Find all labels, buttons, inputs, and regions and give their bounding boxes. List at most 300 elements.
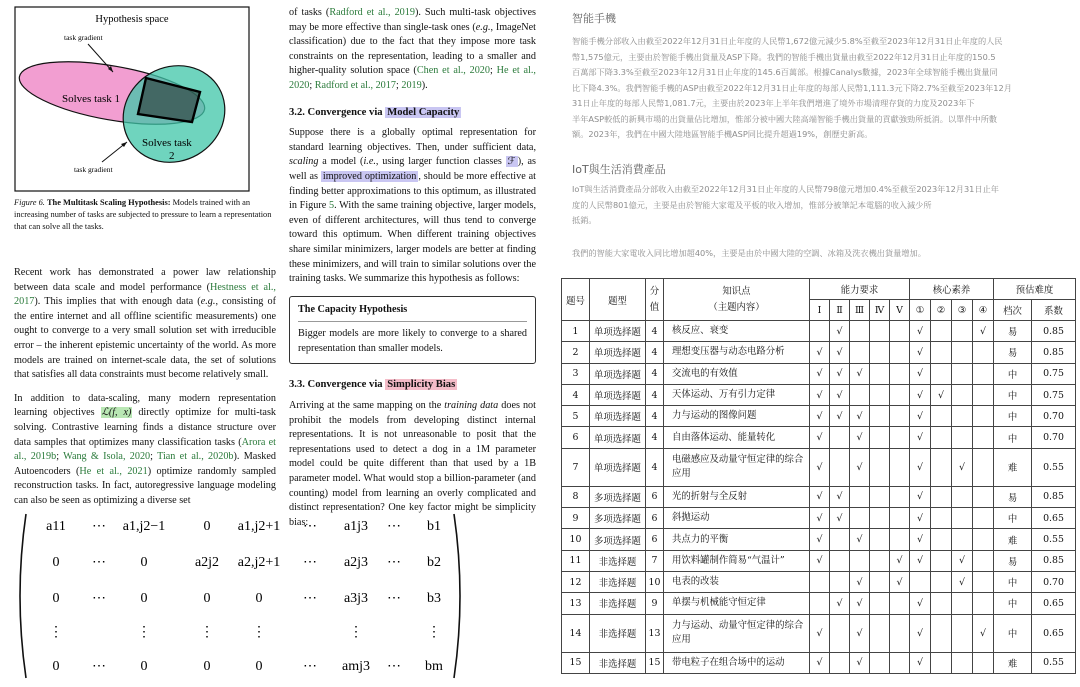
cell-ability-mark: √ bbox=[810, 406, 830, 427]
hypothesis-space-figure bbox=[14, 6, 250, 192]
cell-literacy-mark bbox=[973, 529, 994, 550]
cell-ability-mark bbox=[890, 614, 910, 652]
cell-type: 多项选择题 bbox=[590, 529, 646, 550]
cell-ability-mark bbox=[890, 529, 910, 550]
cell-literacy-mark: √ bbox=[952, 550, 973, 571]
cell-literacy-mark: √ bbox=[952, 571, 973, 592]
cell-no: 3 bbox=[562, 363, 590, 384]
matrix-entry: 0 bbox=[52, 555, 60, 570]
cell-ability-mark bbox=[890, 486, 910, 507]
left-column bbox=[14, 266, 276, 518]
table-row bbox=[562, 427, 1076, 448]
cell-literacy-mark: √ bbox=[910, 529, 931, 550]
matrix-entry: a1,j2+1 bbox=[237, 519, 281, 534]
cell-ability-mark: √ bbox=[850, 529, 870, 550]
table-row bbox=[562, 384, 1076, 405]
cell-ability-mark: √ bbox=[850, 427, 870, 448]
cell-literacy-mark bbox=[952, 342, 973, 363]
matrix-entry: ⋯ bbox=[92, 659, 106, 674]
cell-literacy-mark: √ bbox=[910, 614, 931, 652]
cell-level: 中 bbox=[994, 593, 1032, 614]
matrix-entry: ⋮ bbox=[49, 625, 63, 640]
cell-score: 4 bbox=[646, 448, 664, 486]
cell-level: 中 bbox=[994, 571, 1032, 592]
cell-topic: 电表的改装 bbox=[664, 571, 810, 592]
table-row bbox=[562, 448, 1076, 486]
citation-link[interactable]: Radford et al., 2019 bbox=[329, 7, 415, 18]
cell-literacy-mark bbox=[973, 593, 994, 614]
matrix-entry: a2j2 bbox=[194, 555, 220, 570]
table-row bbox=[562, 486, 1076, 507]
cell-score: 4 bbox=[646, 363, 664, 384]
cell-type: 单项选择题 bbox=[590, 448, 646, 486]
cell-level: 易 bbox=[994, 342, 1032, 363]
table-row bbox=[562, 529, 1076, 550]
paragraph-tasks: of tasks (Radford et al., 2019). Such multi-task objectives may be more effective than single-task ones (e.g., ImageNet classification) due to the fact that they impose more task constraints on the representation, leading to a smaller and higher-quality solution space (Chen et al., 2020; He et al., 2020; Radford et al., 2017; 2019). bbox=[289, 7, 536, 91]
cell-no: 15 bbox=[562, 652, 590, 673]
cell-literacy-mark bbox=[952, 406, 973, 427]
matrix-entry: 0 bbox=[140, 591, 148, 606]
matrix-entry: ⋯ bbox=[303, 519, 317, 534]
cell-no: 1 bbox=[562, 321, 590, 342]
task-gradient-label-bottom: task gradient bbox=[74, 165, 113, 174]
cell-score: 6 bbox=[646, 529, 664, 550]
cell-ability-mark bbox=[870, 384, 890, 405]
matrix-entry: ⋯ bbox=[387, 591, 401, 606]
matrix-entry: ⋯ bbox=[92, 519, 106, 534]
cell-type: 单项选择题 bbox=[590, 363, 646, 384]
cell-type: 多项选择题 bbox=[590, 486, 646, 507]
cell-literacy-mark: √ bbox=[973, 614, 994, 652]
matrix-entry: 0 bbox=[140, 659, 148, 674]
cell-ability-mark bbox=[810, 593, 830, 614]
cell-ability-mark bbox=[850, 486, 870, 507]
matrix-entry: b2 bbox=[427, 555, 441, 570]
matrix-entry: a2,j2+1 bbox=[237, 555, 281, 570]
cell-literacy-mark bbox=[952, 486, 973, 507]
paragraph-multitask: In addition to data-scaling, many modern representation learning objectives ℒ(f, x) directly optimize for multi-task solving. Contrastive learning finds a distance structure over data samples that optimizes many classification tasks (Arora et al., 2019b; Wang & Isola, 2020; Tian et al., 2020b). Masked Autoencoders (He et al., 2021) optimize randomly sampled reconstruction tasks. In fact, autoregressive language modeling can also be seen as optimizing a diverse set bbox=[14, 392, 277, 506]
matrix-entry: b1 bbox=[427, 519, 441, 534]
cell-ability-mark bbox=[870, 550, 890, 571]
cell-topic: 自由落体运动、能量转化 bbox=[664, 427, 810, 448]
loss-formula: ℒ(f, x) bbox=[101, 407, 132, 419]
cell-type: 单项选择题 bbox=[590, 406, 646, 427]
matrix-entry: 0 bbox=[140, 555, 148, 570]
cell-score: 15 bbox=[646, 652, 664, 673]
cell-ability-mark: √ bbox=[810, 486, 830, 507]
figure-label: Figure 6. bbox=[14, 198, 45, 207]
improved-optimization-highlight: improved optimization bbox=[322, 170, 417, 182]
right-column bbox=[289, 6, 536, 539]
cell-ability-mark: √ bbox=[830, 342, 850, 363]
cell-literacy-mark: √ bbox=[910, 321, 931, 342]
col-header-literacy: 核心素养 bbox=[910, 279, 994, 300]
cell-ability-mark bbox=[810, 571, 830, 592]
cell-literacy-mark bbox=[910, 571, 931, 592]
matrix-entry: a11 bbox=[46, 519, 66, 534]
cell-topic: 带电粒子在组合场中的运动 bbox=[664, 652, 810, 673]
cell-literacy-mark: √ bbox=[910, 550, 931, 571]
cell-literacy-mark bbox=[973, 384, 994, 405]
cell-ability-mark bbox=[870, 593, 890, 614]
cell-literacy-mark: √ bbox=[910, 652, 931, 673]
cell-ability-mark bbox=[850, 384, 870, 405]
cell-ability-mark bbox=[870, 406, 890, 427]
cell-literacy-mark: √ bbox=[910, 384, 931, 405]
cell-coef: 0.75 bbox=[1032, 384, 1076, 405]
matrix-entry: a1j3 bbox=[343, 519, 369, 534]
cell-type: 非选择题 bbox=[590, 652, 646, 673]
table-row bbox=[562, 363, 1076, 384]
cell-ability-mark: √ bbox=[810, 508, 830, 529]
cell-coef: 0.85 bbox=[1032, 486, 1076, 507]
col-header-type: 题型 bbox=[590, 279, 646, 321]
matrix-entry: ⋯ bbox=[92, 591, 106, 606]
solves-task-2-label: Solves task bbox=[142, 137, 192, 149]
col-header-ability: 能力要求 bbox=[810, 279, 910, 300]
table-row bbox=[562, 571, 1076, 592]
iot-paragraph: IoT與生活消費產品分部收入由截至2022年12月31日止年度的人民幣798億元增加0.4%至截至2023年12月31日止年 度的人民幣801億元，主要是由於智能大家電及平板的收入增加，惟部分被筆記本電腦的收入減少所 抵銷。 bbox=[572, 184, 999, 225]
cell-score: 4 bbox=[646, 406, 664, 427]
cell-topic: 理想变压器与动态电路分析 bbox=[664, 342, 810, 363]
citation-link[interactable]: Tian et al., 2020b bbox=[157, 451, 234, 463]
cell-topic: 用饮料罐制作简易“气温计” bbox=[664, 550, 810, 571]
matrix-entry: a2j3 bbox=[343, 555, 369, 570]
cell-level: 中 bbox=[994, 406, 1032, 427]
cell-score: 4 bbox=[646, 427, 664, 448]
cell-literacy-mark bbox=[952, 593, 973, 614]
solves-task-2-number: 2 bbox=[169, 150, 175, 162]
figure-caption-title: The Multitask Scaling Hypothesis: bbox=[46, 198, 171, 207]
smartphone-paragraph: 智能手機分部收入由截至2022年12月31日止年度的人民幣1,672億元減少5.8%至截至2023年12月31日止年度的人民 幣1,575億元，主要由於智能手機出貨量及ASP下降。我們的智能手機出貨量由截至2022年12月31日止年度的150.5 百萬部下降3.3%至截至2023年12月31日止年度的145.6百萬部。根據Canalys數據，2023年全球智能手機出貨量同 比下降4.3%。我們智能手機的ASP由截至2022年12月31日止年度的每部人民幣1,111.3元下降2.7%至截至2023年12月 31日止年度的每部人民幣1,081.7元，主要由於2023年上半年我們增進了境外市場清理存貨的力度及2023年下 半年ASP較低的新興市場的出貨量佔比增加，惟部分被中國大陸高端智能手機出貨量的貢獻強勁所抵消。以單件中所數 額。2023年，我們在中國大陸地區智能手機ASP同比提升超過19%，創歷史新高。 bbox=[572, 36, 1012, 139]
cell-level: 易 bbox=[994, 486, 1032, 507]
citation-link[interactable]: He et al., 2020 bbox=[289, 65, 536, 91]
cell-ability-mark: √ bbox=[830, 593, 850, 614]
cell-literacy-mark bbox=[931, 342, 952, 363]
cell-ability-mark bbox=[870, 614, 890, 652]
paragraph-scaling: Recent work has demonstrated a power law relationship between data scale and model performance (Hestness et al., 2017). This implies that with enough data (e.g., consisting of the entire internet and all offline scientific measurements) one ought to converge to a very small solution set with irreducible error – the inherent epistemic uncertainty of the world. As more models are trained on internet-scale data, the set of solutions that satisfies all data constraints must become relatively small. bbox=[14, 267, 276, 381]
cell-topic: 单摆与机械能守恒定律 bbox=[664, 593, 810, 614]
figure-caption-text: Models trained with an increasing number of tasks are subjected to pressure to learn a representation that can solve all the tasks. bbox=[14, 198, 272, 231]
cell-literacy-mark bbox=[931, 529, 952, 550]
cell-literacy-mark: √ bbox=[910, 363, 931, 384]
cell-ability-mark: √ bbox=[830, 363, 850, 384]
citation-link[interactable]: Chen et al., 2020 bbox=[416, 65, 490, 77]
cell-literacy-mark bbox=[973, 550, 994, 571]
matrix-entry: ⋯ bbox=[303, 591, 317, 606]
cell-literacy-mark bbox=[931, 363, 952, 384]
cell-ability-mark: √ bbox=[850, 571, 870, 592]
cell-score: 4 bbox=[646, 321, 664, 342]
table-row bbox=[562, 406, 1076, 427]
cell-no: 12 bbox=[562, 571, 590, 592]
cell-type: 非选择题 bbox=[590, 571, 646, 592]
cell-ability-mark bbox=[870, 342, 890, 363]
left-paren bbox=[20, 514, 26, 678]
cell-type: 单项选择题 bbox=[590, 427, 646, 448]
cell-type: 单项选择题 bbox=[590, 342, 646, 363]
cell-ability-mark bbox=[850, 342, 870, 363]
cell-level: 易 bbox=[994, 550, 1032, 571]
cell-ability-mark bbox=[830, 448, 850, 486]
cell-literacy-mark: √ bbox=[910, 508, 931, 529]
cell-ability-mark: √ bbox=[830, 486, 850, 507]
cell-level: 难 bbox=[994, 529, 1032, 550]
cell-ability-mark: √ bbox=[810, 550, 830, 571]
matrix-entry: ⋮ bbox=[252, 625, 266, 640]
smartphone-heading: 智能手機 bbox=[572, 12, 616, 25]
cell-ability-mark: √ bbox=[830, 384, 850, 405]
cell-literacy-mark: √ bbox=[910, 448, 931, 486]
cell-ability-mark: √ bbox=[810, 652, 830, 673]
cell-literacy-mark bbox=[952, 508, 973, 529]
cell-topic: 交流电的有效值 bbox=[664, 363, 810, 384]
exam-spec-table bbox=[561, 278, 1075, 684]
figure-ref-link[interactable]: 5 bbox=[328, 200, 335, 212]
table-row bbox=[562, 321, 1076, 342]
cell-no: 14 bbox=[562, 614, 590, 652]
cell-literacy-mark: √ bbox=[910, 593, 931, 614]
cell-ability-mark: √ bbox=[810, 529, 830, 550]
matrix-entry: ⋮ bbox=[349, 625, 363, 640]
cell-coef: 0.85 bbox=[1032, 550, 1076, 571]
col-header-difficulty: 预估难度 bbox=[994, 279, 1076, 300]
cell-score: 6 bbox=[646, 486, 664, 507]
cell-ability-mark: √ bbox=[810, 448, 830, 486]
cell-literacy-mark bbox=[973, 363, 994, 384]
cell-ability-mark bbox=[890, 448, 910, 486]
cell-ability-mark: √ bbox=[810, 363, 830, 384]
cell-coef: 0.55 bbox=[1032, 529, 1076, 550]
cell-ability-mark bbox=[890, 342, 910, 363]
cell-coef: 0.65 bbox=[1032, 614, 1076, 652]
cell-literacy-mark bbox=[931, 508, 952, 529]
cell-literacy-mark bbox=[973, 571, 994, 592]
col-header-topic: 知识点 （主题内容） bbox=[664, 279, 810, 321]
section-heading-simplicity-bias: 3.3. Convergence via Simplicity Bias bbox=[289, 379, 456, 391]
cell-ability-mark bbox=[870, 448, 890, 486]
cell-ability-mark bbox=[890, 406, 910, 427]
table-row bbox=[562, 508, 1076, 529]
matrix-entry: 0 bbox=[203, 519, 211, 534]
cell-ability-mark: √ bbox=[890, 571, 910, 592]
cell-ability-mark: √ bbox=[850, 652, 870, 673]
cell-ability-mark: √ bbox=[810, 614, 830, 652]
cell-coef: 0.70 bbox=[1032, 427, 1076, 448]
figure-title: Hypothesis space bbox=[95, 14, 169, 25]
cell-coef: 0.85 bbox=[1032, 321, 1076, 342]
cell-ability-mark bbox=[850, 508, 870, 529]
cell-literacy-mark bbox=[931, 427, 952, 448]
figure-caption bbox=[14, 197, 276, 233]
citation-link[interactable]: Radford et al., 2017 bbox=[314, 79, 396, 91]
cell-score: 13 bbox=[646, 614, 664, 652]
matrix-entry: a3j3 bbox=[343, 591, 369, 606]
cell-literacy-mark bbox=[973, 486, 994, 507]
cell-no: 7 bbox=[562, 448, 590, 486]
cell-ability-mark bbox=[890, 508, 910, 529]
table-row bbox=[562, 550, 1076, 571]
matrix-entry: bm bbox=[425, 659, 443, 674]
cell-ability-mark bbox=[890, 427, 910, 448]
matrix-entry: a1,j2−1 bbox=[122, 519, 166, 534]
cell-score: 4 bbox=[646, 342, 664, 363]
cell-ability-mark bbox=[830, 571, 850, 592]
cell-literacy-mark bbox=[952, 363, 973, 384]
cell-coef: 0.75 bbox=[1032, 363, 1076, 384]
cell-no: 8 bbox=[562, 486, 590, 507]
paragraph-simplicity: Arriving at the same mapping on the training data does not prohibit the models from developing distinct internal representations. It is not unreasonable to posit that the representations used to detect a dog in a 1M parameter model could be quite different than that used by a 1B parameter model. What would stop a billion-parameter (and counting) model from learning an overly complicated and distinct representation? One key factor might be simplicity bias: bbox=[289, 400, 536, 528]
matrix-entry: 0 bbox=[52, 659, 60, 674]
cell-literacy-mark bbox=[973, 448, 994, 486]
cell-topic: 共点力的平衡 bbox=[664, 529, 810, 550]
matrix-entry: 0 bbox=[255, 659, 263, 674]
cell-coef: 0.65 bbox=[1032, 508, 1076, 529]
cell-ability-mark bbox=[810, 321, 830, 342]
cell-literacy-mark bbox=[931, 486, 952, 507]
matrix-entry: 0 bbox=[52, 591, 60, 606]
cell-literacy-mark bbox=[973, 508, 994, 529]
cell-ability-mark bbox=[850, 550, 870, 571]
cell-ability-mark bbox=[870, 363, 890, 384]
cell-literacy-mark bbox=[931, 448, 952, 486]
table-row bbox=[562, 342, 1076, 363]
cell-coef: 0.65 bbox=[1032, 593, 1076, 614]
hypothesis-box-title: The Capacity Hypothesis bbox=[298, 303, 527, 323]
cell-type: 单项选择题 bbox=[590, 321, 646, 342]
cell-score: 9 bbox=[646, 593, 664, 614]
citation-link[interactable]: Wang & Isola, 2020 bbox=[63, 451, 151, 463]
matrix-entry: 0 bbox=[203, 659, 211, 674]
cell-ability-mark: √ bbox=[850, 363, 870, 384]
table-row bbox=[562, 593, 1076, 614]
table-header-row bbox=[562, 279, 1076, 300]
cell-ability-mark bbox=[830, 529, 850, 550]
cell-coef: 0.55 bbox=[1032, 652, 1076, 673]
matrix-entry: amj3 bbox=[342, 659, 370, 674]
matrix-entry: 0 bbox=[203, 591, 211, 606]
cell-ability-mark bbox=[870, 529, 890, 550]
cell-coef: 0.70 bbox=[1032, 571, 1076, 592]
cell-level: 难 bbox=[994, 652, 1032, 673]
cell-literacy-mark bbox=[931, 593, 952, 614]
cell-ability-mark: √ bbox=[810, 427, 830, 448]
cell-literacy-mark bbox=[952, 427, 973, 448]
augmented-matrix bbox=[14, 508, 466, 684]
cell-topic: 力与运动的图像问题 bbox=[664, 406, 810, 427]
cell-ability-mark: √ bbox=[850, 593, 870, 614]
solves-task-1-label: Solves task 1 bbox=[62, 93, 121, 105]
cell-score: 10 bbox=[646, 571, 664, 592]
cell-level: 中 bbox=[994, 614, 1032, 652]
task-gradient-label-top: task gradient bbox=[64, 33, 103, 42]
cell-literacy-mark: √ bbox=[973, 321, 994, 342]
iot-heading: IoT與生活消費產品 bbox=[572, 163, 666, 176]
cell-literacy-mark bbox=[931, 321, 952, 342]
cell-literacy-mark: √ bbox=[931, 384, 952, 405]
table-row bbox=[562, 614, 1076, 652]
cell-ability-mark: √ bbox=[830, 508, 850, 529]
cell-ability-mark bbox=[870, 427, 890, 448]
citation-link[interactable]: 2019 bbox=[401, 79, 422, 91]
cell-coef: 0.85 bbox=[1032, 342, 1076, 363]
cell-ability-mark bbox=[830, 427, 850, 448]
report-text-panel bbox=[556, 0, 1080, 268]
cell-ability-mark: √ bbox=[810, 342, 830, 363]
cell-level: 易 bbox=[994, 321, 1032, 342]
cell-no: 4 bbox=[562, 384, 590, 405]
cell-ability-mark bbox=[830, 550, 850, 571]
cell-literacy-mark bbox=[931, 550, 952, 571]
cell-level: 难 bbox=[994, 448, 1032, 486]
cell-ability-mark bbox=[890, 363, 910, 384]
cell-ability-mark: √ bbox=[830, 321, 850, 342]
cell-literacy-mark bbox=[973, 427, 994, 448]
cell-ability-mark bbox=[890, 652, 910, 673]
matrix-entry: ⋮ bbox=[200, 625, 214, 640]
cell-ability-mark: √ bbox=[830, 406, 850, 427]
right-paren bbox=[454, 514, 460, 678]
cell-score: 4 bbox=[646, 384, 664, 405]
citation-link[interactable]: He et al., 2021 bbox=[79, 465, 148, 477]
matrix-entry: ⋯ bbox=[92, 555, 106, 570]
cell-literacy-mark: √ bbox=[910, 342, 931, 363]
cell-ability-mark bbox=[870, 486, 890, 507]
cell-score: 6 bbox=[646, 508, 664, 529]
cell-no: 13 bbox=[562, 593, 590, 614]
section-heading-model-capacity: 3.2. Convergence via Model Capacity bbox=[289, 106, 460, 118]
matrix-entry: ⋯ bbox=[387, 555, 401, 570]
cell-topic: 核反应、衰变 bbox=[664, 321, 810, 342]
matrix-entry: b3 bbox=[427, 591, 441, 606]
hypothesis-space-diagram bbox=[14, 6, 250, 192]
cell-literacy-mark bbox=[952, 529, 973, 550]
function-class-symbol: ℱ bbox=[507, 156, 516, 168]
cell-no: 2 bbox=[562, 342, 590, 363]
cell-literacy-mark bbox=[952, 652, 973, 673]
cell-type: 非选择题 bbox=[590, 593, 646, 614]
cell-ability-mark bbox=[870, 321, 890, 342]
hypothesis-box-text: Bigger models are more likely to converge to a shared representation than smaller models. bbox=[298, 328, 527, 354]
cell-literacy-mark bbox=[952, 614, 973, 652]
cell-literacy-mark bbox=[973, 342, 994, 363]
cell-topic: 电磁感应及动量守恒定律的综合应用 bbox=[664, 448, 810, 486]
cell-ability-mark: √ bbox=[850, 614, 870, 652]
cell-ability-mark bbox=[870, 508, 890, 529]
cell-type: 多项选择题 bbox=[590, 508, 646, 529]
cell-type: 非选择题 bbox=[590, 550, 646, 571]
matrix-entry: ⋮ bbox=[427, 625, 441, 640]
cell-ability-mark bbox=[890, 321, 910, 342]
citation-link[interactable]: Arora et al., 2019b bbox=[14, 436, 276, 463]
cell-topic: 斜抛运动 bbox=[664, 508, 810, 529]
cell-type: 单项选择题 bbox=[590, 384, 646, 405]
cell-coef: 0.70 bbox=[1032, 406, 1076, 427]
table-row bbox=[562, 652, 1076, 673]
cell-ability-mark: √ bbox=[850, 406, 870, 427]
cell-ability-mark: √ bbox=[810, 384, 830, 405]
cell-coef: 0.55 bbox=[1032, 448, 1076, 486]
citation-link[interactable]: Hestness et al., 2017 bbox=[14, 281, 276, 308]
cell-no: 6 bbox=[562, 427, 590, 448]
matrix-entry: ⋮ bbox=[137, 625, 151, 640]
cell-score: 7 bbox=[646, 550, 664, 571]
cell-literacy-mark: √ bbox=[910, 486, 931, 507]
cell-topic: 天体运动、万有引力定律 bbox=[664, 384, 810, 405]
matrix-entry: ⋯ bbox=[387, 659, 401, 674]
matrix-entry: ⋯ bbox=[303, 659, 317, 674]
cell-literacy-mark bbox=[931, 571, 952, 592]
